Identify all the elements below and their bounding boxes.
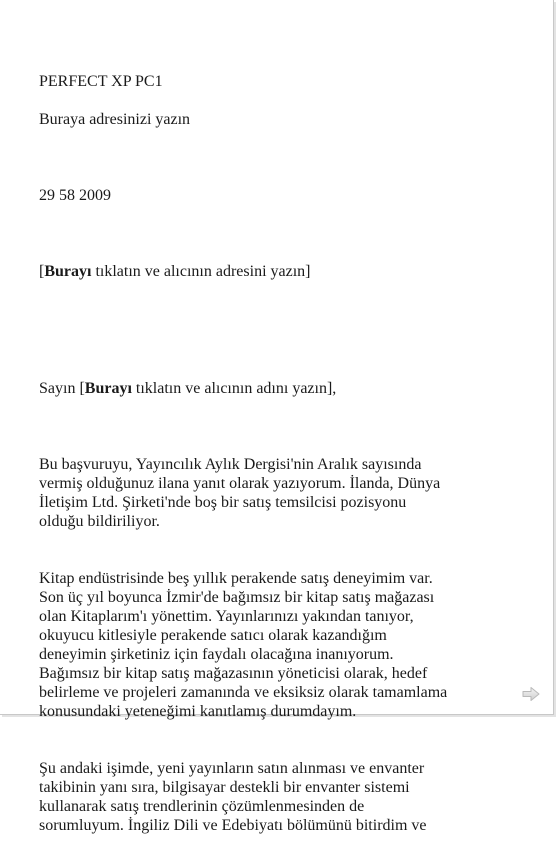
body-paragraph-3[interactable]: Şu andaki işimde, yeni yayınların satın alınması ve envanter takibinin yanı sıra, bilgisayar destekli bir envanter sistemi kullanarak satış trendlerinin çözümlenmesinden de sorumluyum. İngiliz Dili ve Edebiyatı bölümünü bitirdim ve — [39, 760, 427, 834]
letter-body — [39, 53, 519, 854]
salutation-placeholder[interactable] — [39, 379, 519, 398]
recipient-address-placeholder[interactable] — [39, 262, 519, 281]
salutation-rest: tıklatın ve alıcının adını yazın], — [131, 380, 337, 397]
placeholder-bold-word: Burayı — [44, 263, 92, 280]
salutation-prefix: Sayın [ — [39, 380, 85, 397]
bracket-open: [ — [39, 263, 45, 280]
sender-name[interactable]: PERFECT XP PC1 — [39, 73, 163, 90]
placeholder-text: tıklatın ve alıcının adresini yazın] — [91, 263, 311, 280]
sender-address[interactable]: Buraya adresinizi yazın — [39, 111, 191, 128]
next-page-button[interactable] — [521, 685, 541, 703]
body-paragraph-2[interactable]: Kitap endüstrisinde beş yıllık perakende satış deneyimim var. Son üç yıl boyunca İzmir'de bağımsız bir kitap satış mağazası olan Kitaplarım'ı yönettim. Yayınlarınızı yakından tanıyor, okuyucu kitlesiyle perakende satıcı olarak kazandığım deneyimin şirketiniz için faydalı olacağına inanıyorum. Bağımsız bir kitap satış mağazasının yöneticisi olarak, hedef belirleme ve projeleri zamanında ve eksiksiz olarak tamamlama konusundaki yeteneğimi kanıtlamış durumdayım. — [39, 570, 448, 720]
body-paragraph-1[interactable]: Bu başvuruyu, Yayıncılık Aylık Dergisi'nin Aralık sayısında vermiş olduğunuz ilana yanıt olarak yazıyorum. İlanda, Dünya İletişim Ltd. Şirketi'nde boş bir satış temsilcisi pozisyonu olduğu bildiriliyor. — [39, 456, 441, 530]
placeholder-bold-word: Burayı — [84, 380, 132, 397]
letter-date[interactable]: 29 58 2009 — [39, 187, 111, 204]
arrow-right-icon — [521, 685, 541, 703]
